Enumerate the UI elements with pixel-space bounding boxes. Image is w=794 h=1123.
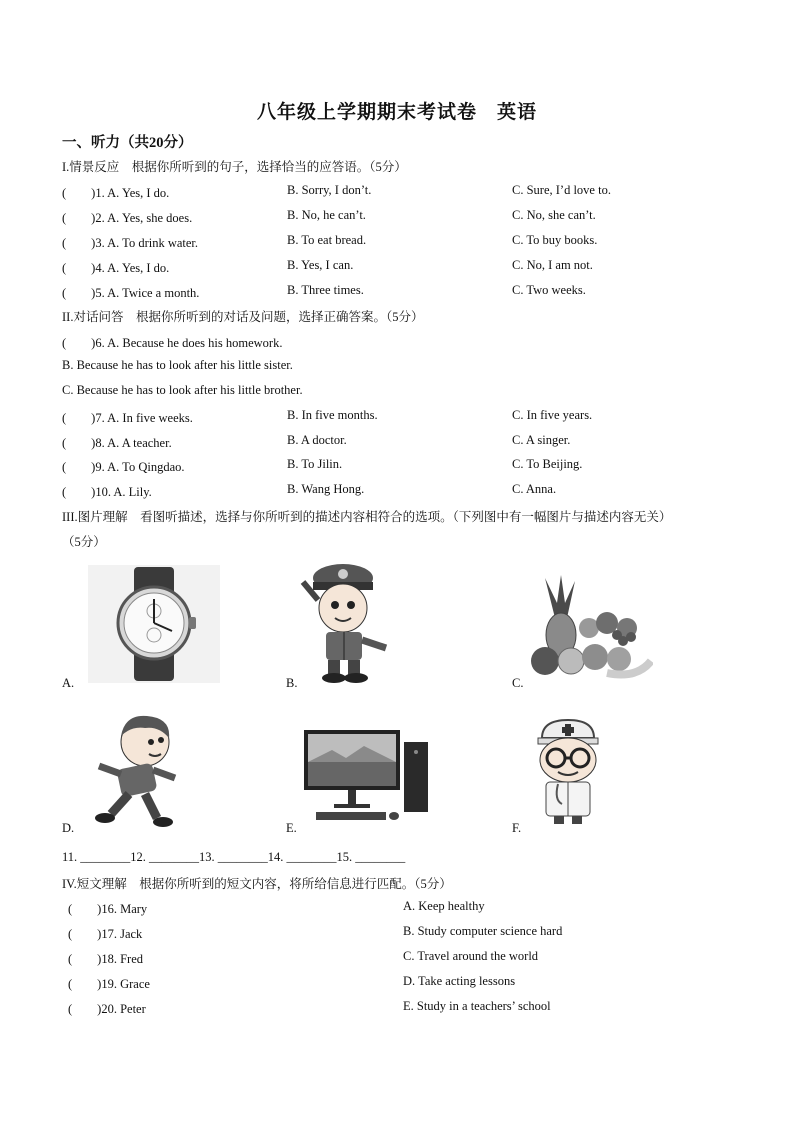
question-8-c: C. A singer.: [512, 433, 571, 447]
question-8-b: B. A doctor.: [287, 433, 347, 447]
picture-label-a: A.: [62, 676, 75, 690]
question-5-b: B. Three times.: [287, 283, 364, 297]
picture-label-d: D.: [62, 821, 75, 835]
question-4-c: C. No, I am not.: [512, 258, 593, 272]
part-iii-heading: III.图片理解 看图听描述，选择与你所听到的描述内容相符合的选项。（下列图中有一幅图片与描述内容无关）: [62, 510, 672, 524]
question-19: ( )19. Grace: [68, 977, 150, 991]
picture-label-b: B.: [286, 676, 298, 690]
option-e: E. Study in a teachers’ school: [403, 999, 551, 1013]
question-1-a: ( )1. A. Yes, I do.: [62, 186, 170, 200]
question-2-a: ( )2. A. Yes, she does.: [62, 211, 193, 225]
page-title: 八年级上学期期末考试卷 英语: [256, 102, 537, 123]
option-a: A. Keep healthy: [403, 899, 485, 913]
question-10-c: C. Anna.: [512, 482, 557, 496]
picture-label-f: F.: [512, 821, 522, 835]
question-3-b: B. To eat bread.: [287, 233, 367, 247]
question-3-c: C. To buy books.: [512, 233, 598, 247]
picture-label-e: E.: [286, 821, 297, 835]
question-2-b: B. No, he can’t.: [287, 208, 366, 222]
question-7-b: B. In five months.: [287, 408, 378, 422]
question-5-c: C. Two weeks.: [512, 283, 586, 297]
part-ii-heading: II.对话问答 根据你所听到的对话及问题，选择正确答案。（5分）: [62, 310, 424, 324]
question-9-b: B. To Jilin.: [287, 457, 343, 471]
question-6-b: B. Because he has to look after his little sister.: [62, 358, 293, 372]
question-2-c: C. No, she can’t.: [512, 208, 596, 222]
answer-blanks-11-15[interactable]: 11. ________12. ________13. ________14. ________15. ________: [62, 850, 406, 864]
part-iv-heading: IV.短文理解 根据你所听到的短文内容，将所给信息进行匹配。（5分）: [62, 877, 452, 891]
section-heading-listening: 一、听力（共20分）: [62, 135, 193, 151]
question-1-c: C. Sure, I’d love to.: [512, 183, 611, 197]
question-17: ( )17. Jack: [68, 927, 143, 941]
question-20: ( )20. Peter: [68, 1002, 146, 1016]
running-boy-picture: [85, 708, 187, 830]
question-4-b: B. Yes, I can.: [287, 258, 354, 272]
computer-picture: [302, 728, 430, 824]
question-7-a: ( )7. A. In five weeks.: [62, 411, 193, 425]
watch-picture: [88, 565, 220, 683]
part-i-heading: I.情景反应 根据你所听到的句子，选择恰当的应答语。（5分）: [62, 160, 407, 174]
question-9-c: C. To Beijing.: [512, 457, 583, 471]
question-6-c: C. Because he has to look after his little brother.: [62, 383, 303, 397]
question-8-a: ( )8. A. A teacher.: [62, 436, 172, 450]
question-16: ( )16. Mary: [68, 902, 148, 916]
police-officer-picture: [298, 560, 398, 685]
question-6-a: ( )6. A. Because he does his homework.: [62, 336, 283, 350]
picture-label-c: C.: [512, 676, 524, 690]
fruits-picture: [527, 573, 653, 685]
option-d: D. Take acting lessons: [403, 974, 516, 988]
doctor-picture: [528, 716, 608, 826]
question-4-a: ( )4. A. Yes, I do.: [62, 261, 170, 275]
part-iii-points: （5分）: [62, 535, 106, 549]
question-1-b: B. Sorry, I don’t.: [287, 183, 372, 197]
question-10-a: ( )10. A. Lily.: [62, 485, 152, 499]
option-c: C. Travel around the world: [403, 949, 539, 963]
question-10-b: B. Wang Hong.: [287, 482, 365, 496]
question-7-c: C. In five years.: [512, 408, 593, 422]
option-b: B. Study computer science hard: [403, 924, 563, 938]
question-9-a: ( )9. A. To Qingdao.: [62, 460, 185, 474]
question-5-a: ( )5. A. Twice a month.: [62, 286, 200, 300]
question-18: ( )18. Fred: [68, 952, 143, 966]
question-3-a: ( )3. A. To drink water.: [62, 236, 199, 250]
